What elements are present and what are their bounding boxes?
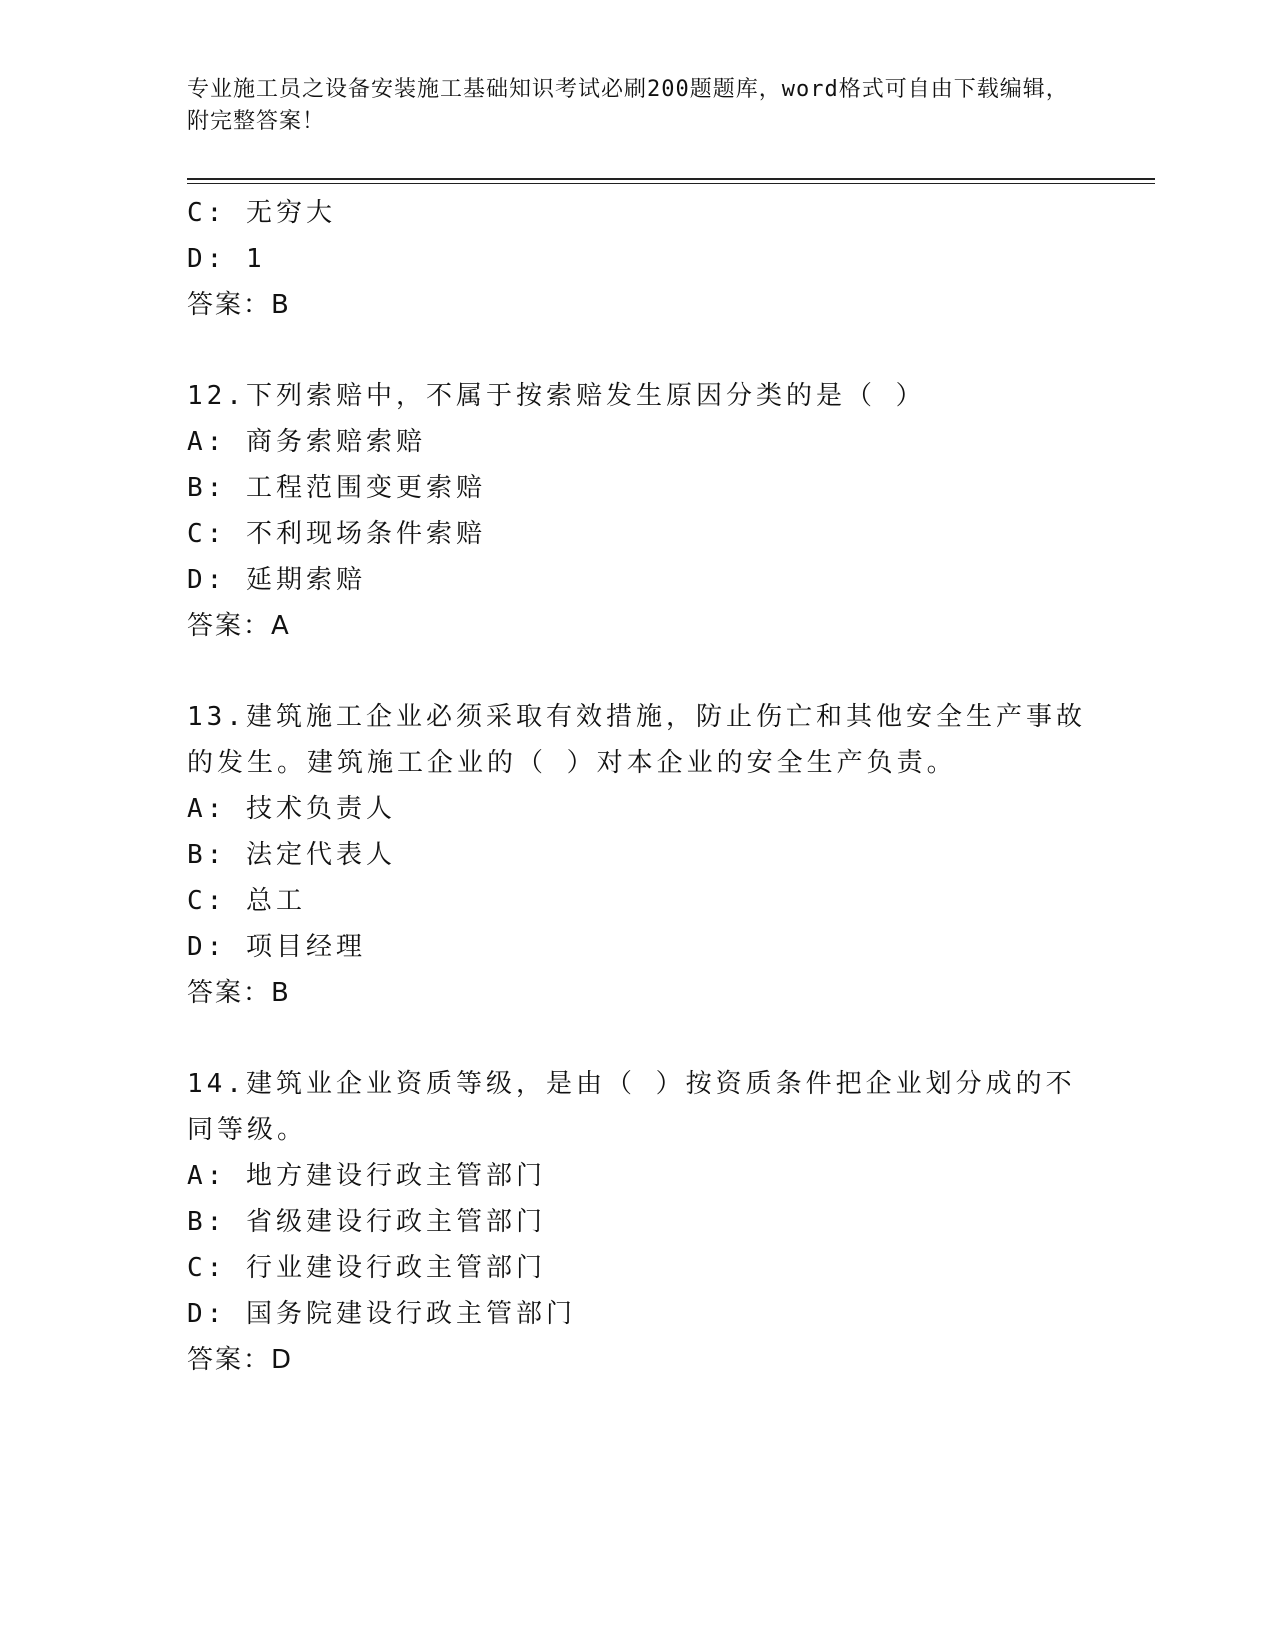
option-c: C: 行业建设行政主管部门 xyxy=(187,1253,546,1283)
question-text: 14.建筑业企业资质等级，是由（ ）按资质条件把企业划分成的不同等级。 xyxy=(187,1069,1076,1145)
option-a: A: 技术负责人 xyxy=(187,794,396,824)
question-block-12 xyxy=(187,373,1087,649)
option-d: D: 延期索赔 xyxy=(187,565,366,595)
spacer xyxy=(187,649,1087,694)
header-divider-thick xyxy=(187,178,1155,180)
question-list xyxy=(187,190,1087,1383)
option-a: A: 商务索赔索赔 xyxy=(187,427,426,457)
option-d: D: 国务院建设行政主管部门 xyxy=(187,1299,576,1329)
answer-line: 答案：B xyxy=(187,290,291,320)
question-block-13 xyxy=(187,694,1087,1016)
answer-line: 答案：A xyxy=(187,611,291,641)
spacer xyxy=(187,1016,1087,1061)
spacer xyxy=(187,328,1087,373)
option-b: B: 法定代表人 xyxy=(187,840,396,870)
option-a: A: 地方建设行政主管部门 xyxy=(187,1161,546,1191)
answer-line: 答案：D xyxy=(187,1345,294,1375)
option-b: B: 工程范围变更索赔 xyxy=(187,473,486,503)
option-c: C: 无穷大 xyxy=(187,198,336,228)
question-block-14 xyxy=(187,1061,1087,1383)
option-c: C: 总工 xyxy=(187,886,306,916)
answer-line: 答案：B xyxy=(187,978,291,1008)
option-d: D: 项目经理 xyxy=(187,932,366,962)
question-text: 13.建筑施工企业必须采取有效措施，防止伤亡和其他安全生产事故的发生。建筑施工企业的（ ）对本企业的安全生产负责。 xyxy=(187,702,1086,778)
option-c: C: 不利现场条件索赔 xyxy=(187,519,486,549)
question-block-partial xyxy=(187,190,1087,328)
document-header-title: 专业施工员之设备安装施工基础知识考试必刷200题题库，word格式可自由下载编辑，附完整答案！ xyxy=(187,77,1069,134)
question-text: 12.下列索赔中，不属于按索赔发生原因分类的是（ ） xyxy=(187,381,926,411)
option-b: B: 省级建设行政主管部门 xyxy=(187,1207,546,1237)
header-divider-thin xyxy=(187,183,1155,184)
option-d: D: 1 xyxy=(187,244,266,274)
